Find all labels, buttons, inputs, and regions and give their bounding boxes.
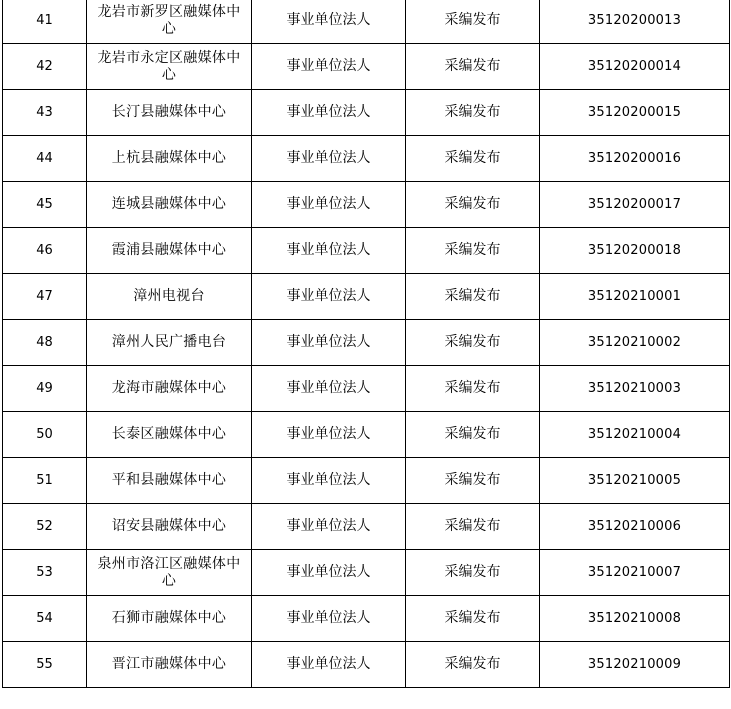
unit-type: 事业单位法人 (252, 182, 406, 228)
unit-name: 长泰区融媒体中心 (87, 412, 252, 458)
table-row (3, 90, 730, 136)
unit-name: 诏安县融媒体中心 (87, 504, 252, 550)
license-code: 35120200016 (540, 136, 730, 182)
row-index: 42 (3, 44, 87, 90)
license-code: 35120210007 (540, 550, 730, 596)
table-row (3, 320, 730, 366)
license-code: 35120210009 (540, 642, 730, 688)
unit-type: 事业单位法人 (252, 458, 406, 504)
service-scope: 采编发布 (406, 366, 540, 412)
service-scope: 采编发布 (406, 182, 540, 228)
row-index: 49 (3, 366, 87, 412)
table-row (3, 228, 730, 274)
row-index: 55 (3, 642, 87, 688)
table-row (3, 274, 730, 320)
unit-type: 事业单位法人 (252, 596, 406, 642)
table-row (3, 412, 730, 458)
table-row (3, 596, 730, 642)
row-index: 46 (3, 228, 87, 274)
license-code: 35120210003 (540, 366, 730, 412)
license-table (2, 0, 730, 688)
row-index: 41 (3, 0, 87, 44)
row-index: 54 (3, 596, 87, 642)
unit-name: 霞浦县融媒体中心 (87, 228, 252, 274)
table-body (3, 0, 730, 688)
service-scope: 采编发布 (406, 44, 540, 90)
unit-name: 连城县融媒体中心 (87, 182, 252, 228)
table-row (3, 366, 730, 412)
unit-type: 事业单位法人 (252, 0, 406, 44)
row-index: 53 (3, 550, 87, 596)
service-scope: 采编发布 (406, 596, 540, 642)
row-index: 51 (3, 458, 87, 504)
unit-name: 龙岩市新罗区融媒体中心 (87, 0, 252, 44)
unit-name: 泉州市洛江区融媒体中心 (87, 550, 252, 596)
row-index: 52 (3, 504, 87, 550)
license-code: 35120210005 (540, 458, 730, 504)
unit-name: 平和县融媒体中心 (87, 458, 252, 504)
row-index: 47 (3, 274, 87, 320)
unit-type: 事业单位法人 (252, 136, 406, 182)
license-code: 35120210004 (540, 412, 730, 458)
service-scope: 采编发布 (406, 0, 540, 44)
license-code: 35120200013 (540, 0, 730, 44)
service-scope: 采编发布 (406, 412, 540, 458)
unit-type: 事业单位法人 (252, 642, 406, 688)
unit-name: 龙岩市永定区融媒体中心 (87, 44, 252, 90)
service-scope: 采编发布 (406, 642, 540, 688)
service-scope: 采编发布 (406, 458, 540, 504)
table-row (3, 642, 730, 688)
table-row (3, 550, 730, 596)
row-index: 43 (3, 90, 87, 136)
license-code: 35120210006 (540, 504, 730, 550)
unit-type: 事业单位法人 (252, 504, 406, 550)
unit-type: 事业单位法人 (252, 320, 406, 366)
row-index: 48 (3, 320, 87, 366)
unit-type: 事业单位法人 (252, 44, 406, 90)
table-row (3, 182, 730, 228)
service-scope: 采编发布 (406, 320, 540, 366)
license-code: 35120200018 (540, 228, 730, 274)
unit-type: 事业单位法人 (252, 274, 406, 320)
unit-name: 上杭县融媒体中心 (87, 136, 252, 182)
license-code: 35120210008 (540, 596, 730, 642)
service-scope: 采编发布 (406, 90, 540, 136)
license-code: 35120210002 (540, 320, 730, 366)
table-row (3, 44, 730, 90)
unit-name: 石狮市融媒体中心 (87, 596, 252, 642)
license-code: 35120200017 (540, 182, 730, 228)
service-scope: 采编发布 (406, 228, 540, 274)
unit-name: 晋江市融媒体中心 (87, 642, 252, 688)
license-code: 35120200014 (540, 44, 730, 90)
unit-type: 事业单位法人 (252, 550, 406, 596)
unit-type: 事业单位法人 (252, 228, 406, 274)
unit-type: 事业单位法人 (252, 412, 406, 458)
service-scope: 采编发布 (406, 504, 540, 550)
table-row (3, 458, 730, 504)
row-index: 45 (3, 182, 87, 228)
service-scope: 采编发布 (406, 550, 540, 596)
unit-type: 事业单位法人 (252, 90, 406, 136)
table-row (3, 136, 730, 182)
unit-name: 龙海市融媒体中心 (87, 366, 252, 412)
table-row (3, 504, 730, 550)
unit-name: 漳州人民广播电台 (87, 320, 252, 366)
unit-type: 事业单位法人 (252, 366, 406, 412)
license-code: 35120200015 (540, 90, 730, 136)
unit-name: 漳州电视台 (87, 274, 252, 320)
service-scope: 采编发布 (406, 136, 540, 182)
unit-name: 长汀县融媒体中心 (87, 90, 252, 136)
license-code: 35120210001 (540, 274, 730, 320)
service-scope: 采编发布 (406, 274, 540, 320)
row-index: 50 (3, 412, 87, 458)
table-row (3, 0, 730, 44)
row-index: 44 (3, 136, 87, 182)
document-sheet (2, 0, 729, 688)
